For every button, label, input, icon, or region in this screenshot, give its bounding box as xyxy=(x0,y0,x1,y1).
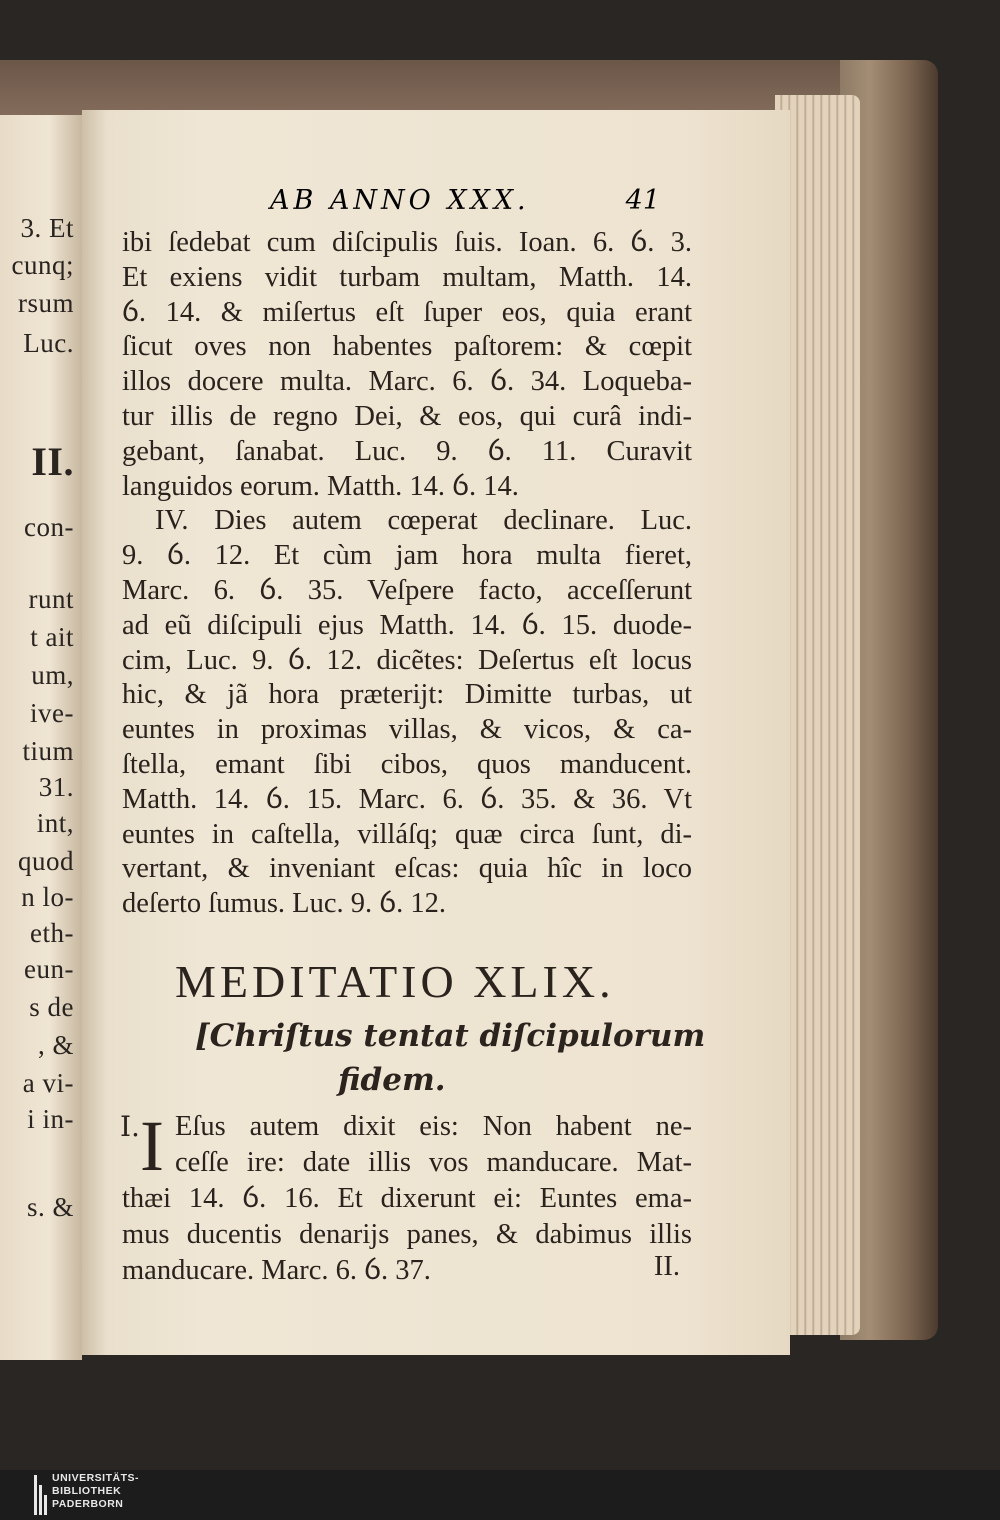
meditation-line: mus ducentis denarijs panes, & dabimus illis xyxy=(122,1219,692,1250)
text-line: ſicut oves non habentes paſtorem: & cœpit xyxy=(122,331,692,363)
left-page-fragment: n lo- xyxy=(21,882,74,912)
text-line: 9. ỽ. 12. Et cùm jam hora multa fieret, xyxy=(122,540,692,572)
text-line: euntes in proximas villas, & vicos, & ca- xyxy=(122,714,692,746)
text-line: ad eũ diſcipuli ejus Matth. 14. ỽ. 15. duode- xyxy=(122,609,692,641)
meditation-line: ceſſe ire: date illis vos manducare. Mat- xyxy=(175,1147,692,1178)
left-page xyxy=(0,115,82,1360)
logo-line-1: UNIVERSITÄTS- xyxy=(52,1472,140,1484)
text-line: ỽ. 14. & miſertus eſt ſuper eos, quia erant xyxy=(122,296,692,328)
meditation-line: thæi 14. ỽ. 16. Et dixerunt ei: Euntes ema- xyxy=(122,1183,692,1214)
left-page-fragment: s de xyxy=(29,992,74,1022)
meditation-line: Eſus autem dixit eis: Non habent ne- xyxy=(175,1111,692,1142)
left-page-fragment: Luc. xyxy=(23,328,74,358)
text-line: hic, & jã hora præterijt: Dimitte turbas, ut xyxy=(122,679,692,711)
text-line: cim, Luc. 9. ỽ. 12. dicẽtes: Deſertus eſt locus xyxy=(122,644,692,676)
left-page-fragment: quod xyxy=(18,846,74,876)
footer-bar xyxy=(0,1470,1000,1520)
text-line: deſerto ſumus. Luc. 9. ỽ. 12. xyxy=(122,888,446,920)
library-logo-text xyxy=(52,1472,139,1511)
left-page-fragment: 31. xyxy=(38,772,74,802)
library-logo-icon xyxy=(34,1475,48,1515)
text-line: ſtella, emant ſibi cibos, quos manducent. xyxy=(122,749,692,780)
left-page-fragment: con- xyxy=(24,512,74,542)
meditation-title: MEDITATIO XLIX. xyxy=(175,956,615,1007)
left-page-fragment: s. & xyxy=(26,1192,74,1222)
text-line: Marc. 6. ỽ. 35. Veſpere facto, acceſſerunt xyxy=(122,575,692,606)
logo-line-2: BIBLIOTHEK xyxy=(52,1485,122,1497)
left-page-fragment: rsum xyxy=(18,288,74,318)
left-page-fragment: eth- xyxy=(30,918,74,948)
text-line: illos docere multa. Marc. 6. ỽ. 34. Loqueba- xyxy=(122,366,692,398)
text-line: IV. Dies autem cœperat declinare. Luc. xyxy=(155,505,692,537)
text-line: Et exiens vidit turbam multam, Matth. 14. xyxy=(122,261,692,293)
text-line: tur illis de regno Dei, & eos, qui curâ indi- xyxy=(122,401,692,432)
left-page-fragment: cunq; xyxy=(11,250,74,280)
left-page-fragment: ive- xyxy=(30,698,74,728)
meditation-subtitle: [Chriſtus tentat diſcipulorum xyxy=(195,1018,706,1054)
page-header xyxy=(270,185,660,221)
left-page-fragment: eun- xyxy=(24,954,74,984)
text-line: euntes in caſtella, villáſq; quæ circa ſunt, di- xyxy=(122,818,692,850)
section-number: I. xyxy=(120,1110,140,1143)
text-line: gebant, ſanabat. Luc. 9. ỽ. 11. Curavit xyxy=(122,435,692,467)
meditation-line: manducare. Marc. 6. ỽ. 37. xyxy=(122,1255,431,1286)
text-line: languidos eorum. Matth. 14. ỽ. 14. xyxy=(122,470,519,502)
meditation-subtitle-cont: fidem. xyxy=(338,1062,446,1098)
left-page-fragment: int, xyxy=(36,808,74,838)
drop-capital: I xyxy=(140,1106,164,1186)
left-page-fragment: um, xyxy=(31,660,74,690)
left-page-fragment: t ait xyxy=(30,622,74,652)
logo-line-3: PADERBORN xyxy=(52,1498,124,1510)
left-page-fragment: tium xyxy=(22,736,74,766)
left-page-fragment: a vi- xyxy=(22,1068,74,1098)
text-line: vertant, & inveniant eſcas: quia hîc in loco xyxy=(122,853,692,885)
left-page-fragment: i in- xyxy=(27,1104,74,1134)
running-title: AB ANNO XXX. xyxy=(270,185,530,216)
left-page-fragment: 3. Et xyxy=(20,213,74,243)
left-page-fragment: runt xyxy=(28,584,74,614)
text-line: Matth. 14. ỽ. 15. Marc. 6. ỽ. 35. & 36. Vt xyxy=(122,783,692,815)
text-line: ibi ſedebat cum diſcipulis ſuis. Ioan. 6. ỽ. 3. xyxy=(122,227,692,258)
page-number: 41 xyxy=(625,185,660,216)
left-page-fragment: , & xyxy=(37,1030,74,1060)
left-page-fragment: II. xyxy=(31,439,74,484)
catchword: II. xyxy=(653,1251,680,1282)
